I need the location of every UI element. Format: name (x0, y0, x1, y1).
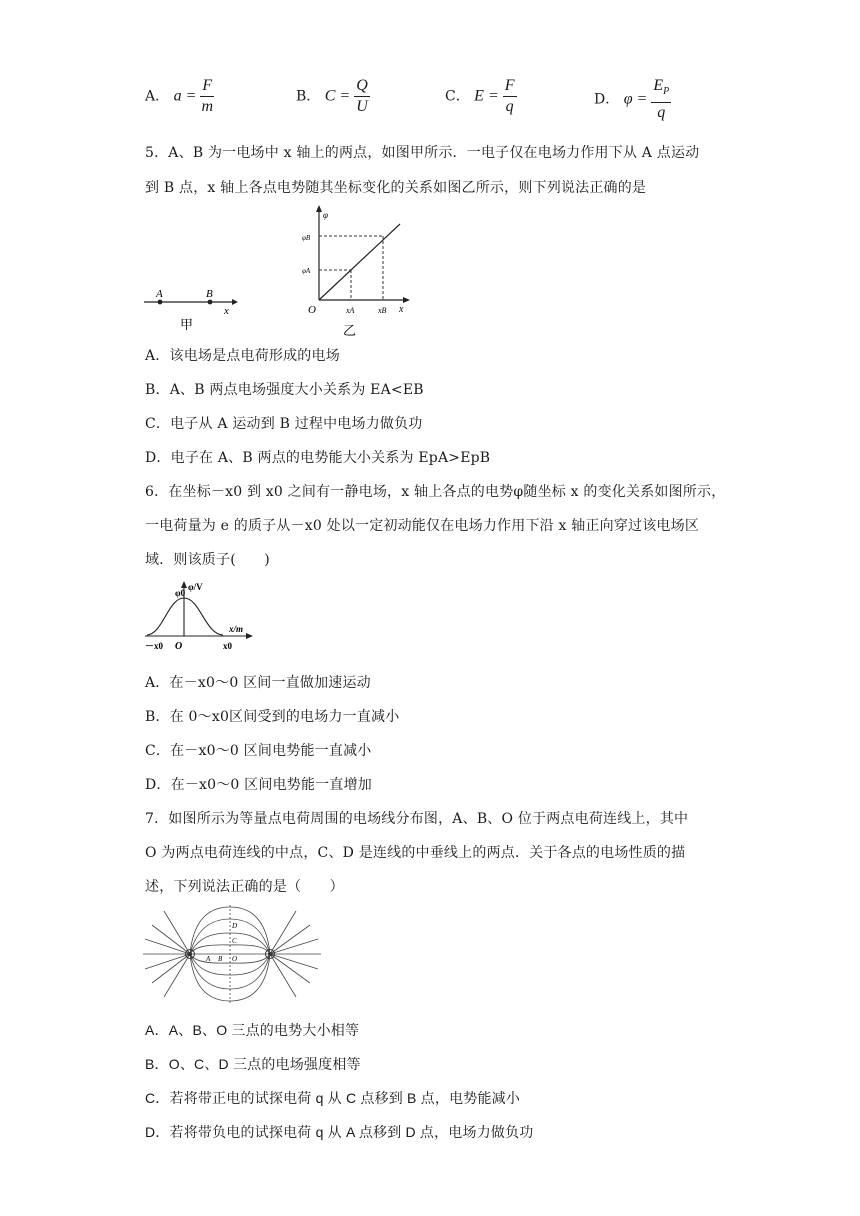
x-a-label: xA (346, 306, 355, 315)
option-label: C． (445, 88, 470, 105)
q7-option-a: A．A、B、O 三点的电势大小相等 (145, 1022, 360, 1038)
fraction-denominator: q (657, 104, 666, 122)
q6-stem-line2: 一电荷量为 e 的质子从－x0 处以一定初动能仅在电场力作用下沿 x 轴正向穿过该电场区 (145, 518, 700, 534)
q5-option-b: B．A、B 两点电场强度大小关系为 EA<EB (145, 382, 424, 398)
q7-option-b: B．O、C、D 三点的电场强度相等 (145, 1056, 361, 1072)
x-axis-label: x/m (229, 624, 244, 634)
option-label: D． (594, 91, 620, 108)
figure-caption: 甲 (180, 317, 194, 332)
q7-field-line-figure (140, 903, 325, 1003)
q6-stem-line3: 域．则该质子( ) (145, 552, 270, 568)
formula-lhs: φ (623, 90, 633, 108)
neg-x0-label: －x0 (145, 641, 164, 651)
point-b-label: B (218, 955, 223, 963)
q6-option-a: A．在－x0～0 区间一直做加速运动 (145, 675, 371, 691)
q7-option-c: C．若将带正电的试探电荷 q 从 C 点移到 B 点，电势能减小 (145, 1090, 521, 1106)
formula-lhs: E (474, 87, 484, 105)
q6-option-d: D．在－x0～0 区间电势能一直增加 (145, 777, 372, 793)
point-a-label: A (206, 955, 211, 963)
fraction-numerator: Q (354, 76, 370, 97)
x-axis-label: x (224, 305, 229, 317)
x0-label: x0 (223, 641, 232, 651)
point-b-label: B (206, 288, 213, 300)
figure-caption: 乙 (343, 323, 357, 338)
formula-lhs: C (324, 87, 336, 105)
phi-axis-label: φ (323, 210, 328, 220)
q5-option-d: D．电子在 A、B 两点的电势能大小关系为 EpA>EpB (145, 450, 491, 466)
q6-option-c: C．在－x0～0 区间电势能一直减小 (145, 743, 372, 759)
q7-stem-line2: O 为两点电荷连线的中点，C、D 是连线的中垂线上的两点．关于各点的电场性质的描 (145, 845, 686, 861)
fraction-numerator (651, 76, 671, 103)
option-label: A． (145, 88, 170, 105)
q4-option-c: C． E = $\frac{F}{q}$ (445, 77, 515, 115)
fraction-denominator: m (201, 98, 214, 115)
q4-option-d: D． φ = $\frac{E_P}{q}$ (594, 77, 670, 122)
q6-figure (143, 578, 258, 660)
formula-fraction (651, 76, 671, 123)
numerator-main: E (653, 77, 664, 94)
x-b-label: xB (378, 306, 387, 315)
numerator-subscript: P (663, 86, 670, 98)
x-axis-label: x (399, 304, 404, 315)
point-d-label: D (232, 922, 238, 930)
q4-option-a: A． a = $\frac{F}{m}$ (145, 77, 214, 115)
point-a-label: A (156, 288, 163, 300)
q5-option-c: C．电子从 A 运动到 B 过程中电场力做负功 (145, 416, 423, 432)
y-axis-label: φ/V (188, 582, 203, 592)
q7-stem-line1: 7．如图所示为等量点电荷周围的电场线分布图，A、B、O 位于两点电荷连线上，其中 (145, 811, 689, 827)
point-o-label: O (232, 955, 238, 963)
fraction-numerator: F (503, 76, 517, 97)
origin-label: O (308, 304, 316, 316)
formula-lhs: a (173, 87, 182, 105)
formula-fraction (354, 76, 370, 117)
formula-fraction (200, 76, 214, 117)
fraction-denominator: U (356, 98, 368, 115)
option-label: B． (296, 88, 321, 105)
fraction-denominator: q (505, 98, 514, 115)
phi0-label: φ0 (175, 588, 186, 598)
q7-option-d: D．若将带负电的试探电荷 q 从 A 点移到 D 点，电场力做负功 (145, 1124, 534, 1140)
q5-figure-jia (140, 280, 250, 335)
q4-option-b: B． C = $\frac{Q}{U}$ (296, 77, 368, 115)
phi-b-label: φB (302, 234, 311, 242)
q5-stem-line2: 到 B 点，x 轴上各点电势随其坐标变化的关系如图乙所示，则下列说法正确的是 (145, 180, 647, 196)
phi-a-label: φA (302, 267, 311, 275)
q5-stem-line1: 5．A、B 为一电场中 x 轴上的两点，如图甲所示．一电子仅在电场力作用下从 A 点运动 (145, 145, 700, 161)
q6-stem-line1: 6．在坐标－x0 到 x0 之间有一静电场，x 轴上各点的电势φ随坐标 x 的变化关系如图所示， (145, 484, 726, 500)
q5-option-a: A．该电场是点电荷形成的电场 (145, 348, 340, 364)
point-c-label: C (232, 937, 237, 945)
q6-option-b: B．在 0～x0区间受到的电场力一直减小 (145, 709, 400, 725)
fraction-numerator: F (200, 76, 214, 97)
q7-stem-line3: 述，下列说法正确的是（ ） (145, 879, 344, 895)
formula-fraction (503, 76, 517, 117)
origin-label: O (175, 641, 183, 652)
q5-figure-yi (295, 200, 420, 340)
